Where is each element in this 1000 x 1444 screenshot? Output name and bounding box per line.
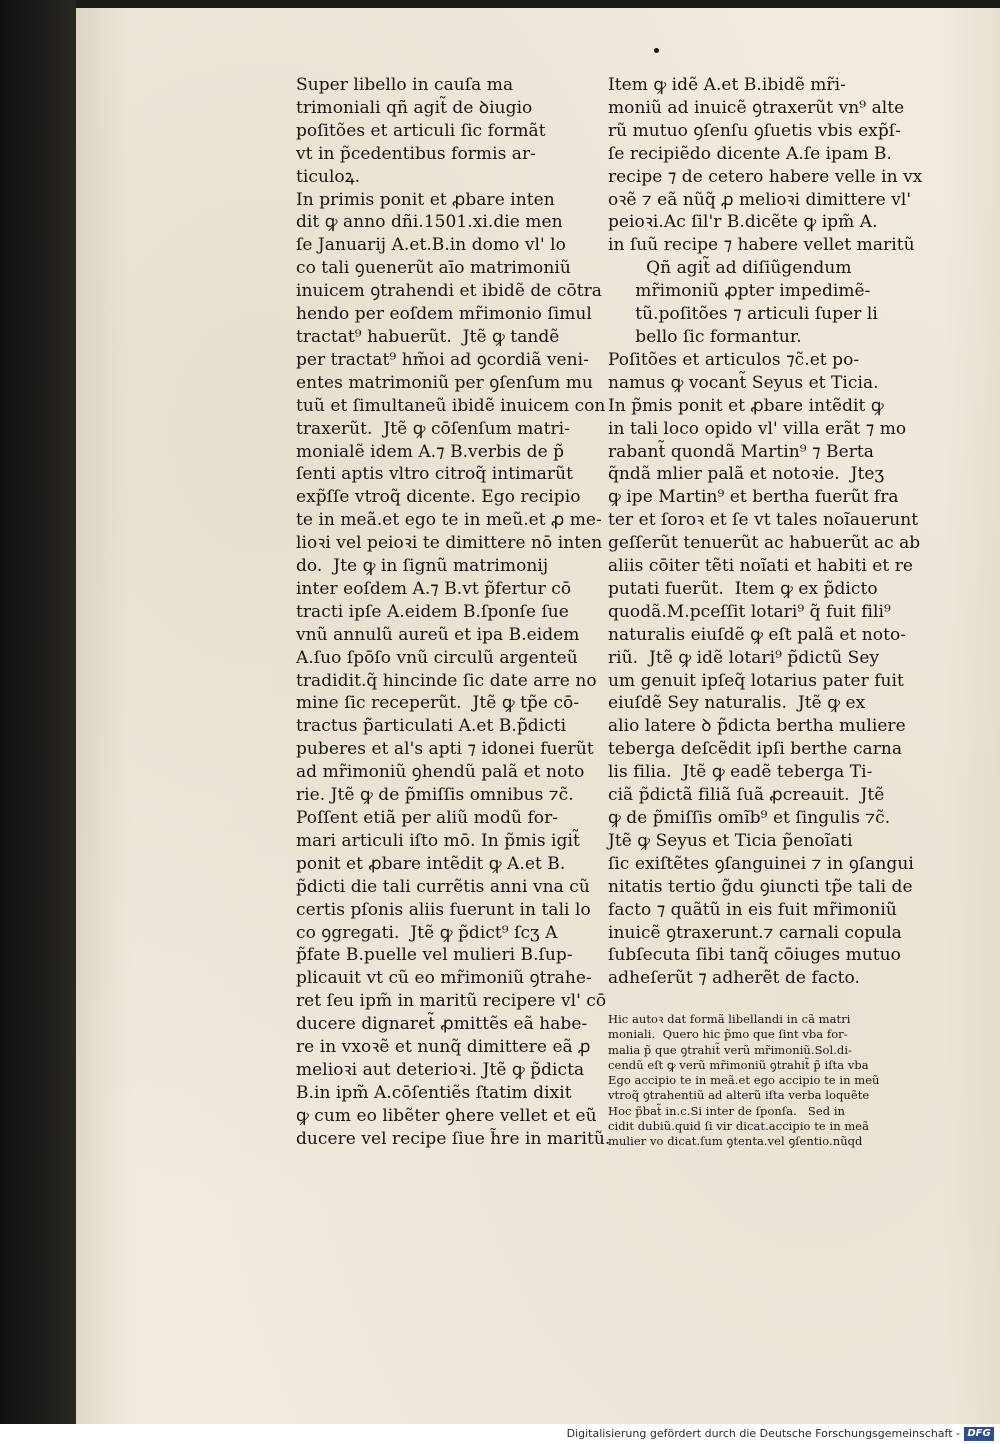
right-column-gloss: Hic autoꝛ dat formã libellandi in cã matri moniali. Quero hic p̃mo que ſint vba for- malia p̃ que ꝯtrahit̃ verũ mr̃imoniũ.Sol.di- cendũ eſt ꝙ verũ mr̃imoniũ ꝯtrahit̃ p̃ iſta vba Ego accipio te in meã.et ego accipio te in meũ vtroq̃ ꝯtrahentiũ ad alterũ iſta verba loquẽte Hoc p̃bat̃ in.c.Si inter de ſponſa. Sed in cidit dubiũ.quid ſi vir dicat.accipio te in meã mulier vo dicat.ſum ꝯtenta.vel ꝯſentio.nũqd [608, 1012, 880, 1149]
ink-dot [654, 48, 659, 53]
left-column-text: Super libello in cauſa ma trimoniali qñ agit̃ de ꝺiugio poſitões et articuli ſic formãt vt in p̃cedentibus formis ar- ticuloꝝ. In primis ponit et ꝓbare inten dit ꝙ anno dñi.1501.xi.die men ſe Januarij A.et.B.in domo vl' lo co tali ꝯuenerũt aīo matrimoniũ inuicem ꝯtrahendi et ibidẽ de cōtra hendo per eoſdem mr̃imonio ſimul tractat⁹ habuerũt. Jtẽ ꝙ tandẽ per tractat⁹ hm̃oi ad ꝯcordiã veni- entes matrimoniũ per ꝯſenſum mu tuũ et ſimultaneũ ibidẽ inuicem con traxerũt. Jtẽ ꝙ cōſenſum matri- monialẽ idem A.⁊ B.verbis de p̃ ſenti aptis vltro citroq̃ intimarũt exp̃ſſe vtroq̃ dicente. Ego recipio te in meã.et ego te in meũ.et ꝓ me- lioꝛi vel peioꝛi te dimittere nō inten do. Jte ꝙ in ſignũ matrimonij inter eoſdem A.⁊ B.vt p̃fertur cō tracti ipſe A.eidem B.ſponſe ſue vnũ annulũ aureũ et ipa B.eidem A.ſuo ſpōſo vnũ circulũ argenteũ tradidit.q̃ hincinde ſic date arre no mine ſic receperũt. Jtẽ ꝙ tp̃e cō- tractus p̃articulati A.et B.p̃dicti puberes et al's apti ⁊ idonei fuerũt ad mr̃imoniũ ꝯhendũ palã et noto rie. Jtẽ ꝙ de p̃miſſis omnibus ⁊c̃. Poſſent etiã per aliũ modũ for- mari articuli iſto mō. In p̃mis igit̃ ponit et ꝓbare intẽdit ꝙ A.et B. p̃dicti die tali currẽtis anni vna cũ certis pſonis aliis fuerunt in tali lo co ꝯgregati. Jtẽ ꝙ p̃dict⁹ ſcʒ A p̃fate B.puelle vel mulieri B.ſup- plicauit vt cũ eo mr̃imoniũ ꝯtrahe- ret ſeu ipm̃ in maritũ recipere vl' cō ducere dignaret̃ ꝓmittẽs eã habe- re in vxoꝛẽ et nunq̃ dimittere eã ꝓ melioꝛi aut deterioꝛi. Jtẽ ꝙ p̃dicta B.in ipm̃ A.cōſentiẽs ſtatim dixit ꝙ cum eo libẽter ꝯhere vellet et eũ ducere vel recipe ſiue h̃re in maritũ. [296, 75, 611, 1149]
dfg-logo-icon: DFG [964, 1427, 994, 1441]
right-column-text: Item ꝙ idẽ A.et B.ibidẽ mr̃i- moniũ ad inuicẽ ꝯtraxerũt vn⁹ alte rũ mutuo ꝯſenſu ꝯſuetis vbis exp̃ſ- ſe recipiẽdo dicente A.ſe ipam B. recipe ⁊ de cetero habere velle in vx oꝛẽ ⁊ eã nũq̃ ꝓ melioꝛi dimittere vl' peioꝛi.Ac ſil'r B.dicẽte ꝙ ipm̃ A. in ſuũ recipe ⁊ habere vellet maritũ Qñ agit̃ ad diſiũgendum mr̃imoniũ ꝓpter impedimẽ- tũ.poſitões ⁊ articuli ſuper li bello ſic formantur. Poſitões et articulos ⁊c̃.et po- namus ꝙ vocant̃ Seyus et Ticia. In p̃mis ponit et ꝓbare intẽdit ꝙ in tali loco opido vl' villa erãt ⁊ mo rabant̃ quondã Martin⁹ ⁊ Berta q̃ndã mlier palã et notoꝛie. Jteʒ ꝙ ipe Martin⁹ et bertha fuerũt fra ter et ſoroꝛ et ſe vt tales noĩauerunt geſſerũt tenuerũt ac habuerũt ac ab aliis cōiter tẽti noĩati et habiti et re putati fuerũt. Item ꝙ ex p̃dicto quodã.M.pceſſit lotari⁹ q̃ fuit fili⁹ naturalis eiuſdẽ ꝙ eſt palã et noto- riũ. Jtẽ ꝙ idẽ lotari⁹ p̃dictũ Sey um genuit ipſeq̃ lotarius pater fuit eiuſdẽ Sey naturalis. Jtẽ ꝙ ex alio latere ꝺ p̃dicta bertha muliere teberga deſcẽdit ipſi berthe carna lis filia. Jtẽ ꝙ eadẽ teberga Ti- ciã p̃dictã filiã ſuã ꝓcreauit. Jtẽ ꝙ de p̃miſſis omĩb⁹ et ſingulis ⁊c̃. Jtẽ ꝙ Seyus et Ticia p̃enoĩati ſic exiſtẽtes ꝯſanguinei ⁊ in ꝯſangui nitatis tertio g̃du ꝯiuncti tp̃e tali de facto ⁊ quãtũ in eis fuit mr̃imoniũ inuicẽ ꝯtraxerunt.⁊ carnali copula ſubſecuta ſibi tanq̃ cōiuges mutuo adheſerũt ⁊ adherẽt de facto. [608, 75, 923, 989]
funding-credit: Digitalisierung gefördert durch die Deutsche Forschungsgemeinschaft - [566, 1427, 960, 1440]
book-binding-edge [0, 0, 76, 1424]
footer-bar [0, 1424, 1000, 1444]
